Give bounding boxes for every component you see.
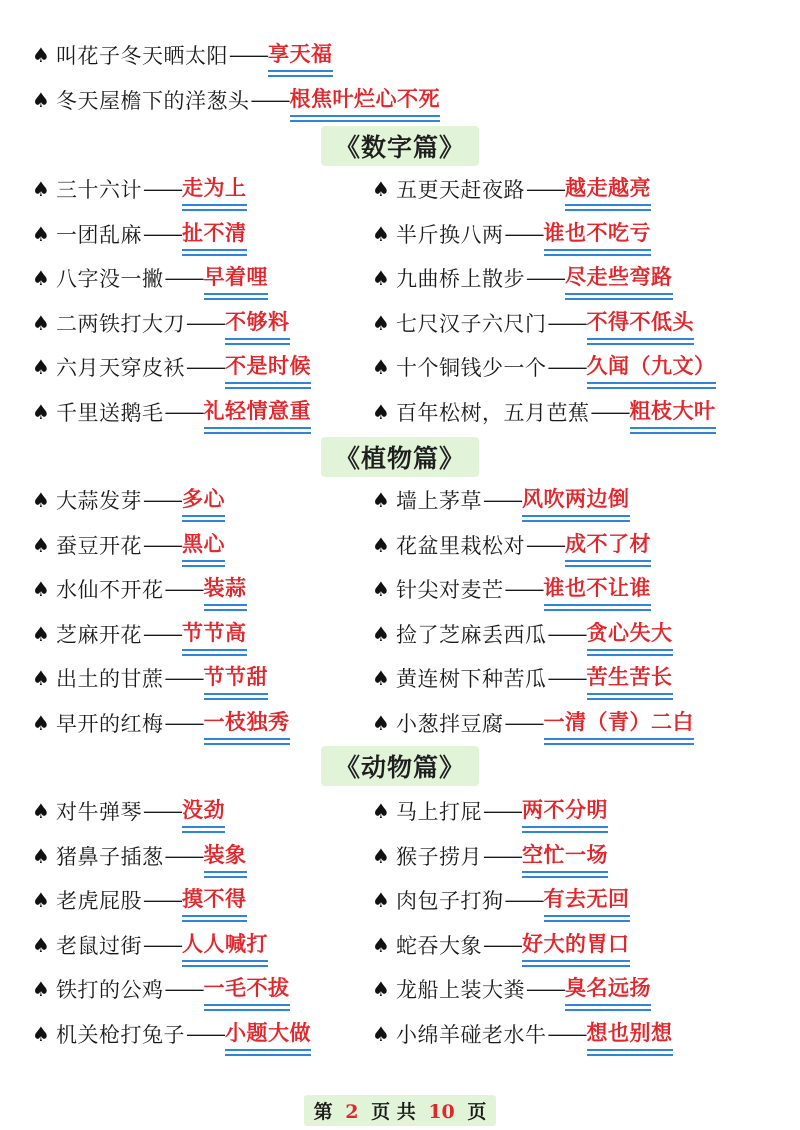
saying-right bbox=[372, 350, 772, 384]
saying-question: 黄连树下种苦瓜 bbox=[396, 667, 547, 692]
saying-answer: 贪心失大 bbox=[587, 617, 673, 651]
saying-answer: 根焦叶烂心不死 bbox=[290, 83, 441, 117]
saying-answer: 一清（青）二白 bbox=[544, 706, 695, 740]
page-suffix: 页 bbox=[467, 1100, 487, 1123]
spade-icon: ♠ bbox=[372, 932, 390, 957]
dash: —— bbox=[590, 400, 629, 424]
saying-left bbox=[32, 306, 372, 340]
page-mid: 页 共 bbox=[371, 1100, 416, 1123]
page-prefix: 第 bbox=[313, 1100, 333, 1123]
dash: —— bbox=[164, 977, 203, 1002]
saying-right bbox=[372, 1017, 772, 1051]
saying-question: 五更天赶夜路 bbox=[396, 178, 525, 202]
saying-question: 肉包子打狗 bbox=[396, 889, 504, 914]
saying-answer: 粗枝大叶 bbox=[630, 395, 716, 429]
dash: —— bbox=[186, 1022, 224, 1046]
section-title: 《植物篇》 bbox=[321, 437, 479, 477]
saying-right bbox=[372, 306, 772, 340]
dash: —— bbox=[143, 932, 181, 957]
saying-question: 花盆里栽松对 bbox=[396, 533, 525, 558]
saying-left bbox=[32, 528, 372, 562]
spade-icon: ♠ bbox=[372, 266, 390, 291]
dash: —— bbox=[164, 666, 203, 691]
saying-row bbox=[32, 612, 772, 656]
spade-icon: ♠ bbox=[32, 488, 50, 512]
saying-answer: 不是时候 bbox=[225, 350, 311, 384]
dash: —— bbox=[547, 355, 586, 380]
saying-question: 小葱拌豆腐 bbox=[396, 712, 504, 736]
current-page: 2 bbox=[345, 1100, 359, 1123]
spade-icon: ♠ bbox=[32, 711, 50, 735]
saying-row bbox=[32, 834, 772, 878]
saying-row bbox=[32, 212, 772, 256]
saying-question: 三十六计 bbox=[56, 178, 142, 202]
saying-question: 小绵羊碰老水牛 bbox=[396, 1023, 547, 1047]
saying-question: 叫花子冬天晒太阳 bbox=[56, 44, 228, 68]
saying-question: 八字没一撇 bbox=[56, 267, 164, 292]
saying-answer: 小题大做 bbox=[225, 1017, 311, 1051]
spade-icon: ♠ bbox=[32, 532, 50, 557]
saying-answer: 装象 bbox=[204, 839, 247, 873]
saying-question: 马上打屁 bbox=[396, 800, 482, 824]
spade-icon: ♠ bbox=[372, 177, 390, 201]
saying-question: 老虎屁股 bbox=[56, 889, 142, 914]
dash: —— bbox=[143, 621, 181, 646]
saying-question: 铁打的公鸡 bbox=[56, 978, 164, 1003]
saying-answer: 不得不低头 bbox=[587, 306, 695, 340]
spade-icon: ♠ bbox=[32, 577, 50, 602]
saying-answer: 没劲 bbox=[182, 794, 225, 828]
dash: —— bbox=[186, 355, 224, 380]
dash: —— bbox=[483, 799, 521, 823]
dash: —— bbox=[526, 266, 564, 291]
dash: —— bbox=[526, 977, 564, 1002]
saying-right bbox=[372, 572, 772, 606]
spade-icon: ♠ bbox=[32, 666, 50, 691]
saying-left bbox=[32, 661, 372, 695]
saying-row bbox=[32, 878, 772, 922]
saying-question: 捡了芝麻丢西瓜 bbox=[396, 622, 547, 647]
spade-icon: ♠ bbox=[32, 799, 50, 823]
saying-right bbox=[372, 395, 772, 429]
saying-answer: 风吹两边倒 bbox=[522, 483, 630, 517]
saying-left bbox=[32, 883, 372, 917]
saying-left bbox=[32, 83, 440, 117]
spade-icon: ♠ bbox=[32, 621, 50, 646]
saying-left bbox=[32, 38, 333, 72]
spade-icon: ♠ bbox=[32, 932, 50, 957]
saying-question: 七尺汉子六尺门 bbox=[396, 311, 547, 336]
dash: —— bbox=[143, 221, 181, 246]
dash: —— bbox=[143, 888, 181, 913]
dash: —— bbox=[547, 666, 586, 691]
saying-answer: 空忙一场 bbox=[522, 839, 608, 873]
spade-icon: ♠ bbox=[32, 88, 50, 112]
saying-answer: 成不了材 bbox=[565, 528, 651, 562]
saying-left bbox=[32, 395, 372, 429]
saying-answer: 节节高 bbox=[182, 617, 247, 651]
dash: —— bbox=[164, 843, 203, 868]
saying-question: 蛇吞大象 bbox=[396, 933, 482, 958]
spade-icon: ♠ bbox=[372, 577, 390, 602]
saying-question: 十个铜钱少一个 bbox=[396, 356, 547, 381]
saying-left bbox=[32, 572, 372, 606]
saying-question: 百年松树，五月芭蕉 bbox=[396, 401, 590, 425]
saying-answer: 扯不清 bbox=[182, 217, 247, 251]
saying-question: 半斤换八两 bbox=[396, 222, 504, 247]
spade-icon: ♠ bbox=[32, 355, 50, 380]
saying-row bbox=[32, 789, 772, 833]
saying-question: 机关枪打兔子 bbox=[56, 1023, 185, 1047]
saying-answer: 好大的胃口 bbox=[522, 928, 630, 962]
dash: —— bbox=[547, 310, 586, 335]
spade-icon: ♠ bbox=[372, 843, 390, 868]
saying-question: 猴子捞月 bbox=[396, 844, 482, 869]
saying-row bbox=[32, 78, 772, 122]
saying-row bbox=[32, 301, 772, 345]
saying-question: 大蒜发芽 bbox=[56, 489, 142, 513]
dash: —— bbox=[250, 88, 289, 112]
saying-answer: 多心 bbox=[182, 483, 225, 517]
dash: —— bbox=[186, 310, 224, 335]
saying-question: 出土的甘蔗 bbox=[56, 667, 164, 692]
page-indicator bbox=[304, 1095, 497, 1126]
saying-row bbox=[32, 701, 772, 745]
saying-left bbox=[32, 1017, 372, 1051]
spade-icon: ♠ bbox=[372, 711, 390, 735]
saying-left bbox=[32, 217, 372, 251]
saying-right bbox=[372, 617, 772, 651]
saying-answer: 尽走些弯路 bbox=[565, 261, 673, 295]
saying-answer: 久闻（九文） bbox=[587, 350, 716, 384]
saying-left bbox=[32, 483, 372, 517]
dash: —— bbox=[143, 532, 181, 557]
spade-icon: ♠ bbox=[372, 400, 390, 424]
dash: —— bbox=[526, 532, 564, 557]
saying-right bbox=[372, 261, 772, 295]
saying-row bbox=[32, 390, 772, 434]
saying-answer: 越走越亮 bbox=[565, 172, 651, 206]
saying-answer: 臭名远扬 bbox=[565, 972, 651, 1006]
saying-question: 猪鼻子插葱 bbox=[56, 844, 164, 869]
dash: —— bbox=[164, 577, 203, 602]
saying-left bbox=[32, 928, 372, 962]
dash: —— bbox=[164, 266, 203, 291]
spade-icon: ♠ bbox=[32, 1022, 50, 1046]
spade-icon: ♠ bbox=[372, 977, 390, 1002]
saying-answer: 一毛不拔 bbox=[204, 972, 290, 1006]
saying-answer: 礼轻情意重 bbox=[204, 395, 312, 429]
saying-left bbox=[32, 617, 372, 651]
saying-row bbox=[32, 167, 772, 211]
saying-left bbox=[32, 972, 372, 1006]
saying-question: 一团乱麻 bbox=[56, 222, 142, 247]
section-heading-animals bbox=[0, 744, 800, 788]
saying-answer: 两不分明 bbox=[522, 794, 608, 828]
saying-question: 水仙不开花 bbox=[56, 578, 164, 603]
saying-row bbox=[32, 656, 772, 700]
section-title: 《动物篇》 bbox=[321, 746, 479, 786]
saying-answer: 摸不得 bbox=[182, 883, 247, 917]
dash: —— bbox=[143, 799, 181, 823]
saying-question: 墙上茅草 bbox=[396, 489, 482, 513]
spade-icon: ♠ bbox=[372, 221, 390, 246]
dash: —— bbox=[143, 177, 181, 201]
spade-icon: ♠ bbox=[372, 888, 390, 913]
saying-question: 龙船上装大粪 bbox=[396, 978, 525, 1003]
spade-icon: ♠ bbox=[32, 888, 50, 913]
saying-answer: 走为上 bbox=[182, 172, 247, 206]
saying-question: 六月天穿皮袄 bbox=[56, 356, 185, 381]
saying-question: 老鼠过街 bbox=[56, 933, 142, 958]
saying-row bbox=[32, 1012, 772, 1056]
saying-answer: 苦生苦长 bbox=[587, 661, 673, 695]
saying-answer: 有去无回 bbox=[544, 883, 630, 917]
spade-icon: ♠ bbox=[372, 310, 390, 335]
dash: —— bbox=[504, 711, 543, 735]
dash: —— bbox=[504, 577, 543, 602]
spade-icon: ♠ bbox=[32, 400, 50, 424]
section-heading-numbers bbox=[0, 124, 800, 168]
dash: —— bbox=[504, 221, 543, 246]
spade-icon: ♠ bbox=[372, 1022, 390, 1046]
spade-icon: ♠ bbox=[32, 43, 50, 67]
saying-answer: 人人喊打 bbox=[182, 928, 268, 962]
dash: —— bbox=[143, 488, 181, 512]
saying-row bbox=[32, 345, 772, 389]
dash: —— bbox=[504, 888, 543, 913]
saying-answer: 谁也不吃亏 bbox=[544, 217, 652, 251]
saying-answer: 一枝独秀 bbox=[204, 706, 290, 740]
saying-right bbox=[372, 928, 772, 962]
dash: —— bbox=[483, 843, 521, 868]
dash: —— bbox=[164, 400, 203, 424]
saying-right bbox=[372, 483, 772, 517]
saying-answer: 节节甜 bbox=[204, 661, 269, 695]
saying-answer: 不够料 bbox=[225, 306, 290, 340]
saying-right bbox=[372, 528, 772, 562]
section-title: 《数字篇》 bbox=[321, 126, 479, 166]
saying-row bbox=[32, 523, 772, 567]
saying-right bbox=[372, 172, 772, 206]
spade-icon: ♠ bbox=[32, 843, 50, 868]
dash: —— bbox=[547, 1022, 586, 1046]
spade-icon: ♠ bbox=[372, 666, 390, 691]
saying-answer: 装蒜 bbox=[204, 572, 247, 606]
dash: —— bbox=[547, 621, 586, 646]
saying-left bbox=[32, 350, 372, 384]
saying-row bbox=[32, 923, 772, 967]
spade-icon: ♠ bbox=[32, 266, 50, 291]
saying-question: 冬天屋檐下的洋葱头 bbox=[56, 89, 250, 113]
total-pages: 10 bbox=[428, 1100, 455, 1123]
spade-icon: ♠ bbox=[32, 221, 50, 246]
spade-icon: ♠ bbox=[372, 355, 390, 380]
spade-icon: ♠ bbox=[372, 488, 390, 512]
saying-answer: 黑心 bbox=[182, 528, 225, 562]
saying-question: 二两铁打大刀 bbox=[56, 311, 185, 336]
saying-question: 芝麻开花 bbox=[56, 622, 142, 647]
saying-left bbox=[32, 794, 372, 828]
saying-row bbox=[32, 256, 772, 300]
dash: —— bbox=[229, 43, 267, 67]
saying-question: 早开的红梅 bbox=[56, 712, 164, 736]
saying-answer: 想也别想 bbox=[587, 1017, 673, 1051]
saying-row bbox=[32, 967, 772, 1011]
spade-icon: ♠ bbox=[372, 532, 390, 557]
saying-right bbox=[372, 972, 772, 1006]
saying-question: 九曲桥上散步 bbox=[396, 267, 525, 292]
dash: —— bbox=[164, 711, 203, 735]
saying-question: 针尖对麦芒 bbox=[396, 578, 504, 603]
spade-icon: ♠ bbox=[32, 177, 50, 201]
spade-icon: ♠ bbox=[32, 977, 50, 1002]
saying-right bbox=[372, 794, 772, 828]
saying-row bbox=[32, 567, 772, 611]
saying-question: 蚕豆开花 bbox=[56, 533, 142, 558]
saying-right bbox=[372, 883, 772, 917]
saying-question: 对牛弹琴 bbox=[56, 800, 142, 824]
saying-row bbox=[32, 33, 772, 77]
spade-icon: ♠ bbox=[32, 310, 50, 335]
dash: —— bbox=[483, 932, 521, 957]
spade-icon: ♠ bbox=[372, 621, 390, 646]
saying-answer: 谁也不让谁 bbox=[544, 572, 652, 606]
page-footer bbox=[0, 1092, 800, 1128]
saying-question: 千里送鹅毛 bbox=[56, 401, 164, 425]
saying-left bbox=[32, 261, 372, 295]
saying-answer: 享天福 bbox=[268, 38, 333, 72]
saying-row bbox=[32, 478, 772, 522]
saying-left bbox=[32, 172, 372, 206]
section-heading-plants bbox=[0, 435, 800, 479]
saying-right bbox=[372, 706, 772, 740]
saying-left bbox=[32, 706, 372, 740]
dash: —— bbox=[526, 177, 564, 201]
saying-left bbox=[32, 839, 372, 873]
saying-answer: 早着哩 bbox=[204, 261, 269, 295]
saying-right bbox=[372, 217, 772, 251]
dash: —— bbox=[483, 488, 521, 512]
spade-icon: ♠ bbox=[372, 799, 390, 823]
saying-right bbox=[372, 661, 772, 695]
saying-right bbox=[372, 839, 772, 873]
